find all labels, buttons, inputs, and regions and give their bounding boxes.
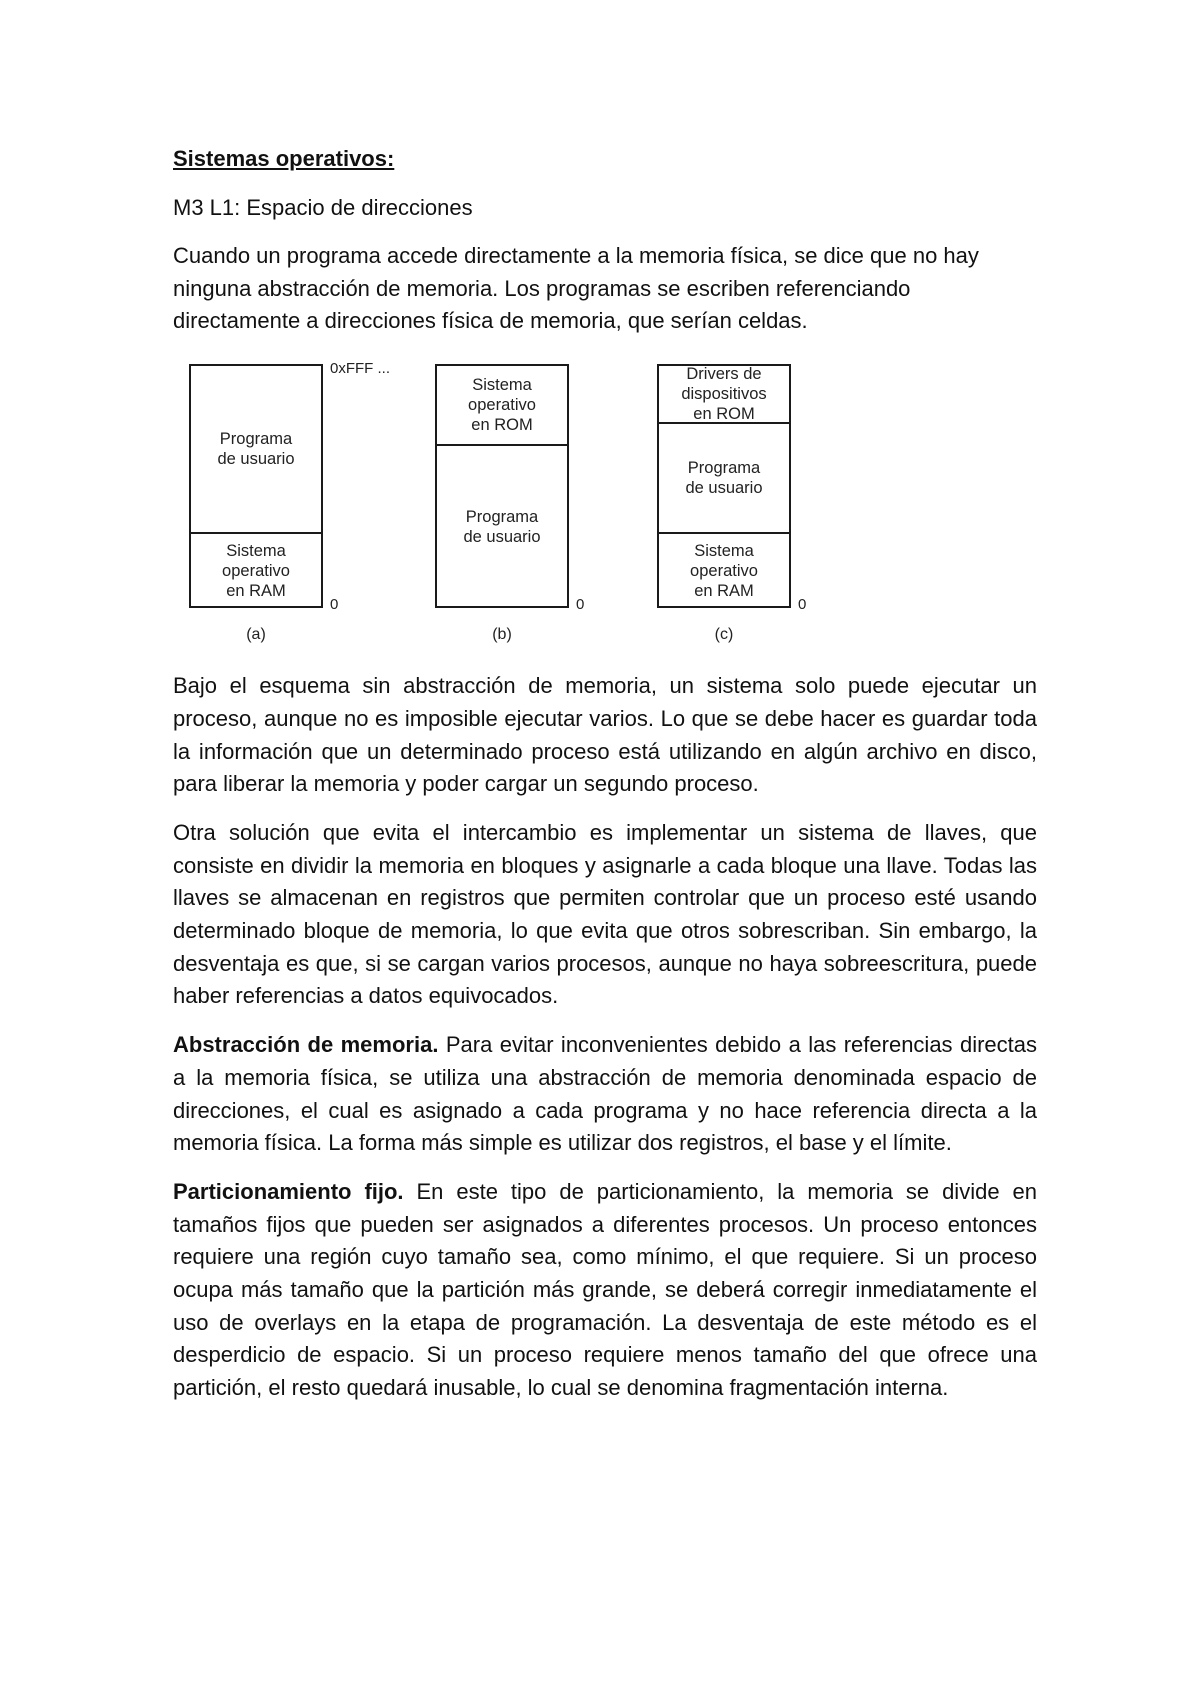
term-fixed-partitioning: Particionamiento fijo. (173, 1178, 404, 1204)
caption-c: (c) (714, 626, 734, 644)
document-subtitle: M3 L1: Espacio de direcciones (173, 195, 473, 220)
memory-abstraction-text: Para evitar inconvenientes debido a las referencias directas a la memoria física, se utiliza una abstracción de memoria denominada espacio de direcciones, el cual es asignado a cada programa y no hace referencia directa a la memoria física. La forma más simple es utilizar dos registros, el base y el límite. (173, 1032, 1037, 1156)
paragraph-fixed-partitioning (173, 1176, 1037, 1405)
diagram-c (657, 354, 837, 654)
fixed-partitioning-text: En este tipo de particionamiento, la memoria se divide en tamaños fijos que pueden ser asignados a diferentes procesos. Un proceso entonces requiere una región cuyo tamaño sea, como mínimo, el que requiere. Si un proceso ocupa más tamaño que la partición más grande, se deberá corregir inmediatamente el uso de overlays en la etapa de programación. La desventaja de este método es el desperdicio de espacio. Si un proceso requiere menos tamaño del que ofrece una partición, el resto quedará inusable, lo cual se denomina fragmentación interna. (173, 1178, 1037, 1401)
intro-paragraph: Cuando un programa accede directamente a la memoria física, se dice que no hay ninguna abstracción de memoria. Los programas se escriben referenciando directamente a direcciones física de memoria, que serían celdas. (173, 243, 979, 334)
memory-block-b (435, 364, 569, 608)
segment-os-ram: Sistema operativo en RAM (191, 532, 321, 608)
bottom-address-label: 0 (330, 596, 339, 614)
memory-block-a (189, 364, 323, 608)
segment-user-program: Programa de usuario (659, 422, 789, 532)
segment-os-rom: Sistema operativo en ROM (468, 376, 536, 435)
segment-os-ram: Sistema operativo en RAM (659, 532, 789, 608)
document-page (173, 142, 1037, 1421)
document-title: Sistemas operativos: (173, 146, 395, 171)
segment-drivers-rom: Drivers de dispositivos en ROM (681, 365, 767, 424)
term-memory-abstraction: Abstracción de memoria. (173, 1032, 439, 1058)
diagram-a (189, 354, 409, 654)
bottom-address-label: 0 (798, 596, 807, 614)
top-address-label: 0xFFF ... (330, 360, 390, 378)
caption-b: (b) (492, 626, 512, 644)
paragraph-single-process: Bajo el esquema sin abstracción de memoria, un sistema solo puede ejecutar un proceso, aunque no es imposible ejecutar varios. Lo que se debe hacer es guardar toda la información que un determinado proceso está utilizando en algún archivo en disco, para liberar la memoria y poder cargar un segundo proceso. (173, 673, 1037, 797)
paragraph-key-system: Otra solución que evita el intercambio es implementar un sistema de llaves, que consiste en dividir la memoria en bloques y asignarle a cada bloque una llave. Todas las llaves se almacenan en registros que permiten controlar que un proceso esté usando determinado bloque de memoria, lo que evita que otros sobrescriban. Sin embargo, la desventaja es que, si se cargan varios procesos, aunque no haya sobreescritura, puede haber referencias a datos equivocados. (173, 819, 1037, 1009)
segment-user-program: Programa de usuario (217, 430, 295, 469)
memory-layout-figure (173, 354, 1037, 654)
paragraph-memory-abstraction (173, 1029, 1037, 1160)
memory-block-c (657, 364, 791, 608)
segment-user-program: Programa de usuario (437, 444, 567, 608)
diagram-b (435, 354, 615, 654)
caption-a: (a) (246, 626, 266, 644)
bottom-address-label: 0 (576, 596, 585, 614)
